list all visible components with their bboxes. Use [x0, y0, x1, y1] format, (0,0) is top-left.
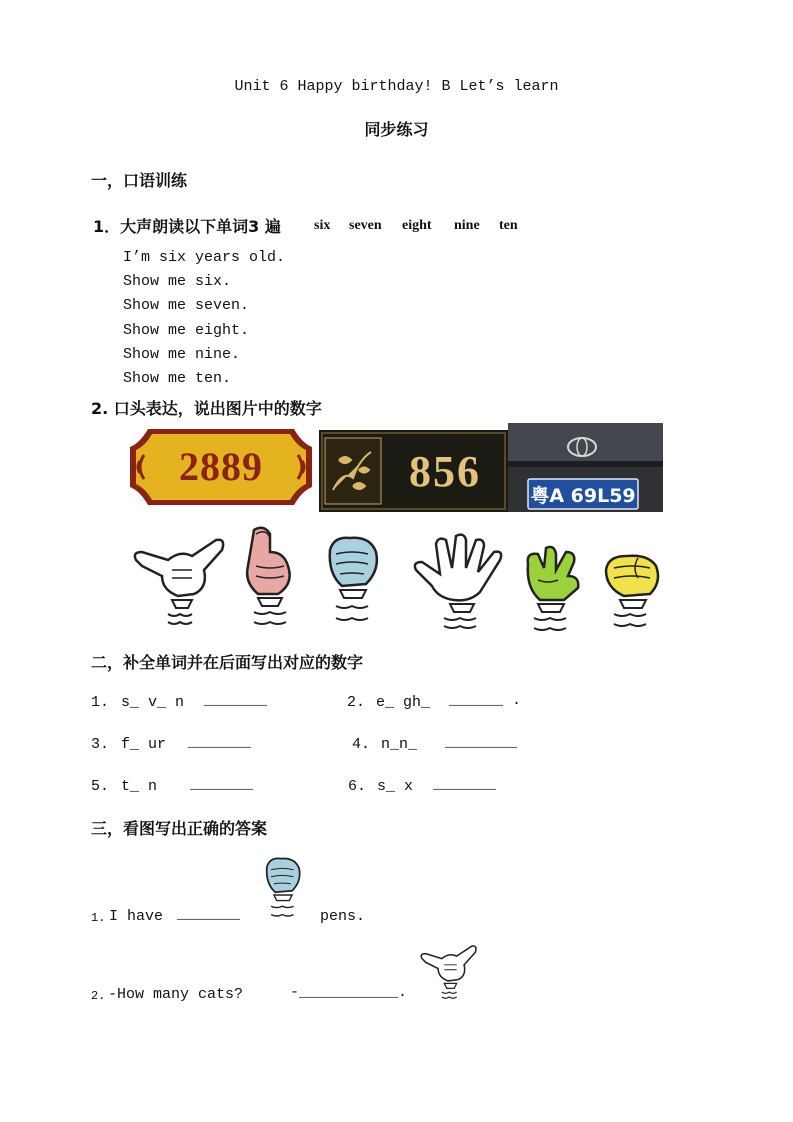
section-3-heading: 三，看图写出正确的答案 — [91, 819, 268, 838]
sentence-3: Show me seven. — [123, 297, 250, 314]
s2-item-4-num: 4. — [352, 736, 371, 753]
s2-item-3-word: f_ ur — [121, 736, 167, 753]
s2-item-1-num: 1. — [91, 694, 110, 711]
s2-item-6-word: s_ x — [377, 778, 414, 795]
s3-q1-after: pens. — [320, 908, 366, 925]
section-1-heading: 一，口语训练 — [91, 171, 188, 190]
ten-hand-icon — [410, 530, 514, 630]
s2-item-6-num: 6. — [348, 778, 367, 795]
s2-item-3-num: 3. — [91, 736, 110, 753]
word-nine: nine — [454, 218, 480, 233]
s2-item-4-blank[interactable]: ________ — [445, 734, 518, 751]
eight-hand-icon — [320, 530, 386, 630]
sentence-2: Show me six. — [123, 273, 232, 290]
s2-item-2-blank[interactable]: ______ . — [449, 692, 522, 709]
s3-q1-num: 1. — [91, 911, 106, 925]
ten-fist-hand-icon — [598, 548, 678, 632]
seven-hand-icon — [234, 522, 306, 632]
document-title: Unit 6 Happy birthday! B Let’s learn — [234, 78, 559, 95]
q2-label: 2. 口头表达，说出图片中的数字 — [91, 399, 322, 418]
plate-856 — [319, 430, 508, 512]
plate-2889-text: 2889 — [179, 444, 263, 489]
word-six: six — [314, 218, 331, 233]
six-hand-icon — [414, 940, 482, 1002]
s2-item-2-word: e_ gh_ — [376, 694, 431, 711]
s2-item-5-num: 5. — [91, 778, 110, 795]
s2-item-6-blank[interactable]: _______ — [433, 776, 497, 793]
document-subtitle: 同步练习 — [364, 120, 429, 139]
word-ten: ten — [499, 218, 518, 233]
car-plate-text: 粤A 69L59 — [530, 485, 636, 507]
plate-856-text: 856 — [409, 447, 481, 496]
s2-item-2-num: 2. — [347, 694, 366, 711]
word-eight: eight — [402, 218, 432, 233]
s2-item-5-word: t_ n — [121, 778, 158, 795]
eight-hand-icon — [258, 853, 308, 923]
q1-label: 1．大声朗读以下单词3 遍 — [93, 217, 281, 236]
s2-item-3-blank[interactable]: _______ — [188, 734, 252, 751]
s2-item-5-blank[interactable]: _______ — [190, 776, 254, 793]
six-hand-icon — [128, 530, 228, 630]
sentence-5: Show me nine. — [123, 346, 241, 363]
sentence-4: Show me eight. — [123, 322, 250, 339]
s2-item-4-word: n_n_ — [381, 736, 418, 753]
s2-item-1-word: s_ v_ n — [121, 694, 185, 711]
nine-hand-icon — [520, 540, 586, 632]
s3-q2-answer[interactable]: -___________. — [290, 984, 408, 1001]
s3-q1-before: I have — [109, 908, 164, 925]
section-2-heading: 二，补全单词并在后面写出对应的数字 — [91, 653, 364, 672]
sentence-1: I’m six years old. — [123, 249, 286, 266]
plate-2889 — [126, 425, 316, 509]
s3-q1-blank[interactable]: _______ — [177, 906, 241, 923]
car-plate-photo — [508, 423, 663, 512]
word-seven: seven — [349, 218, 382, 233]
s2-item-1-blank[interactable]: _______ — [204, 692, 268, 709]
s3-q2-question: -How many cats? — [108, 986, 244, 1003]
s3-q2-num: 2. — [91, 989, 106, 1003]
sentence-6: Show me ten. — [123, 370, 232, 387]
